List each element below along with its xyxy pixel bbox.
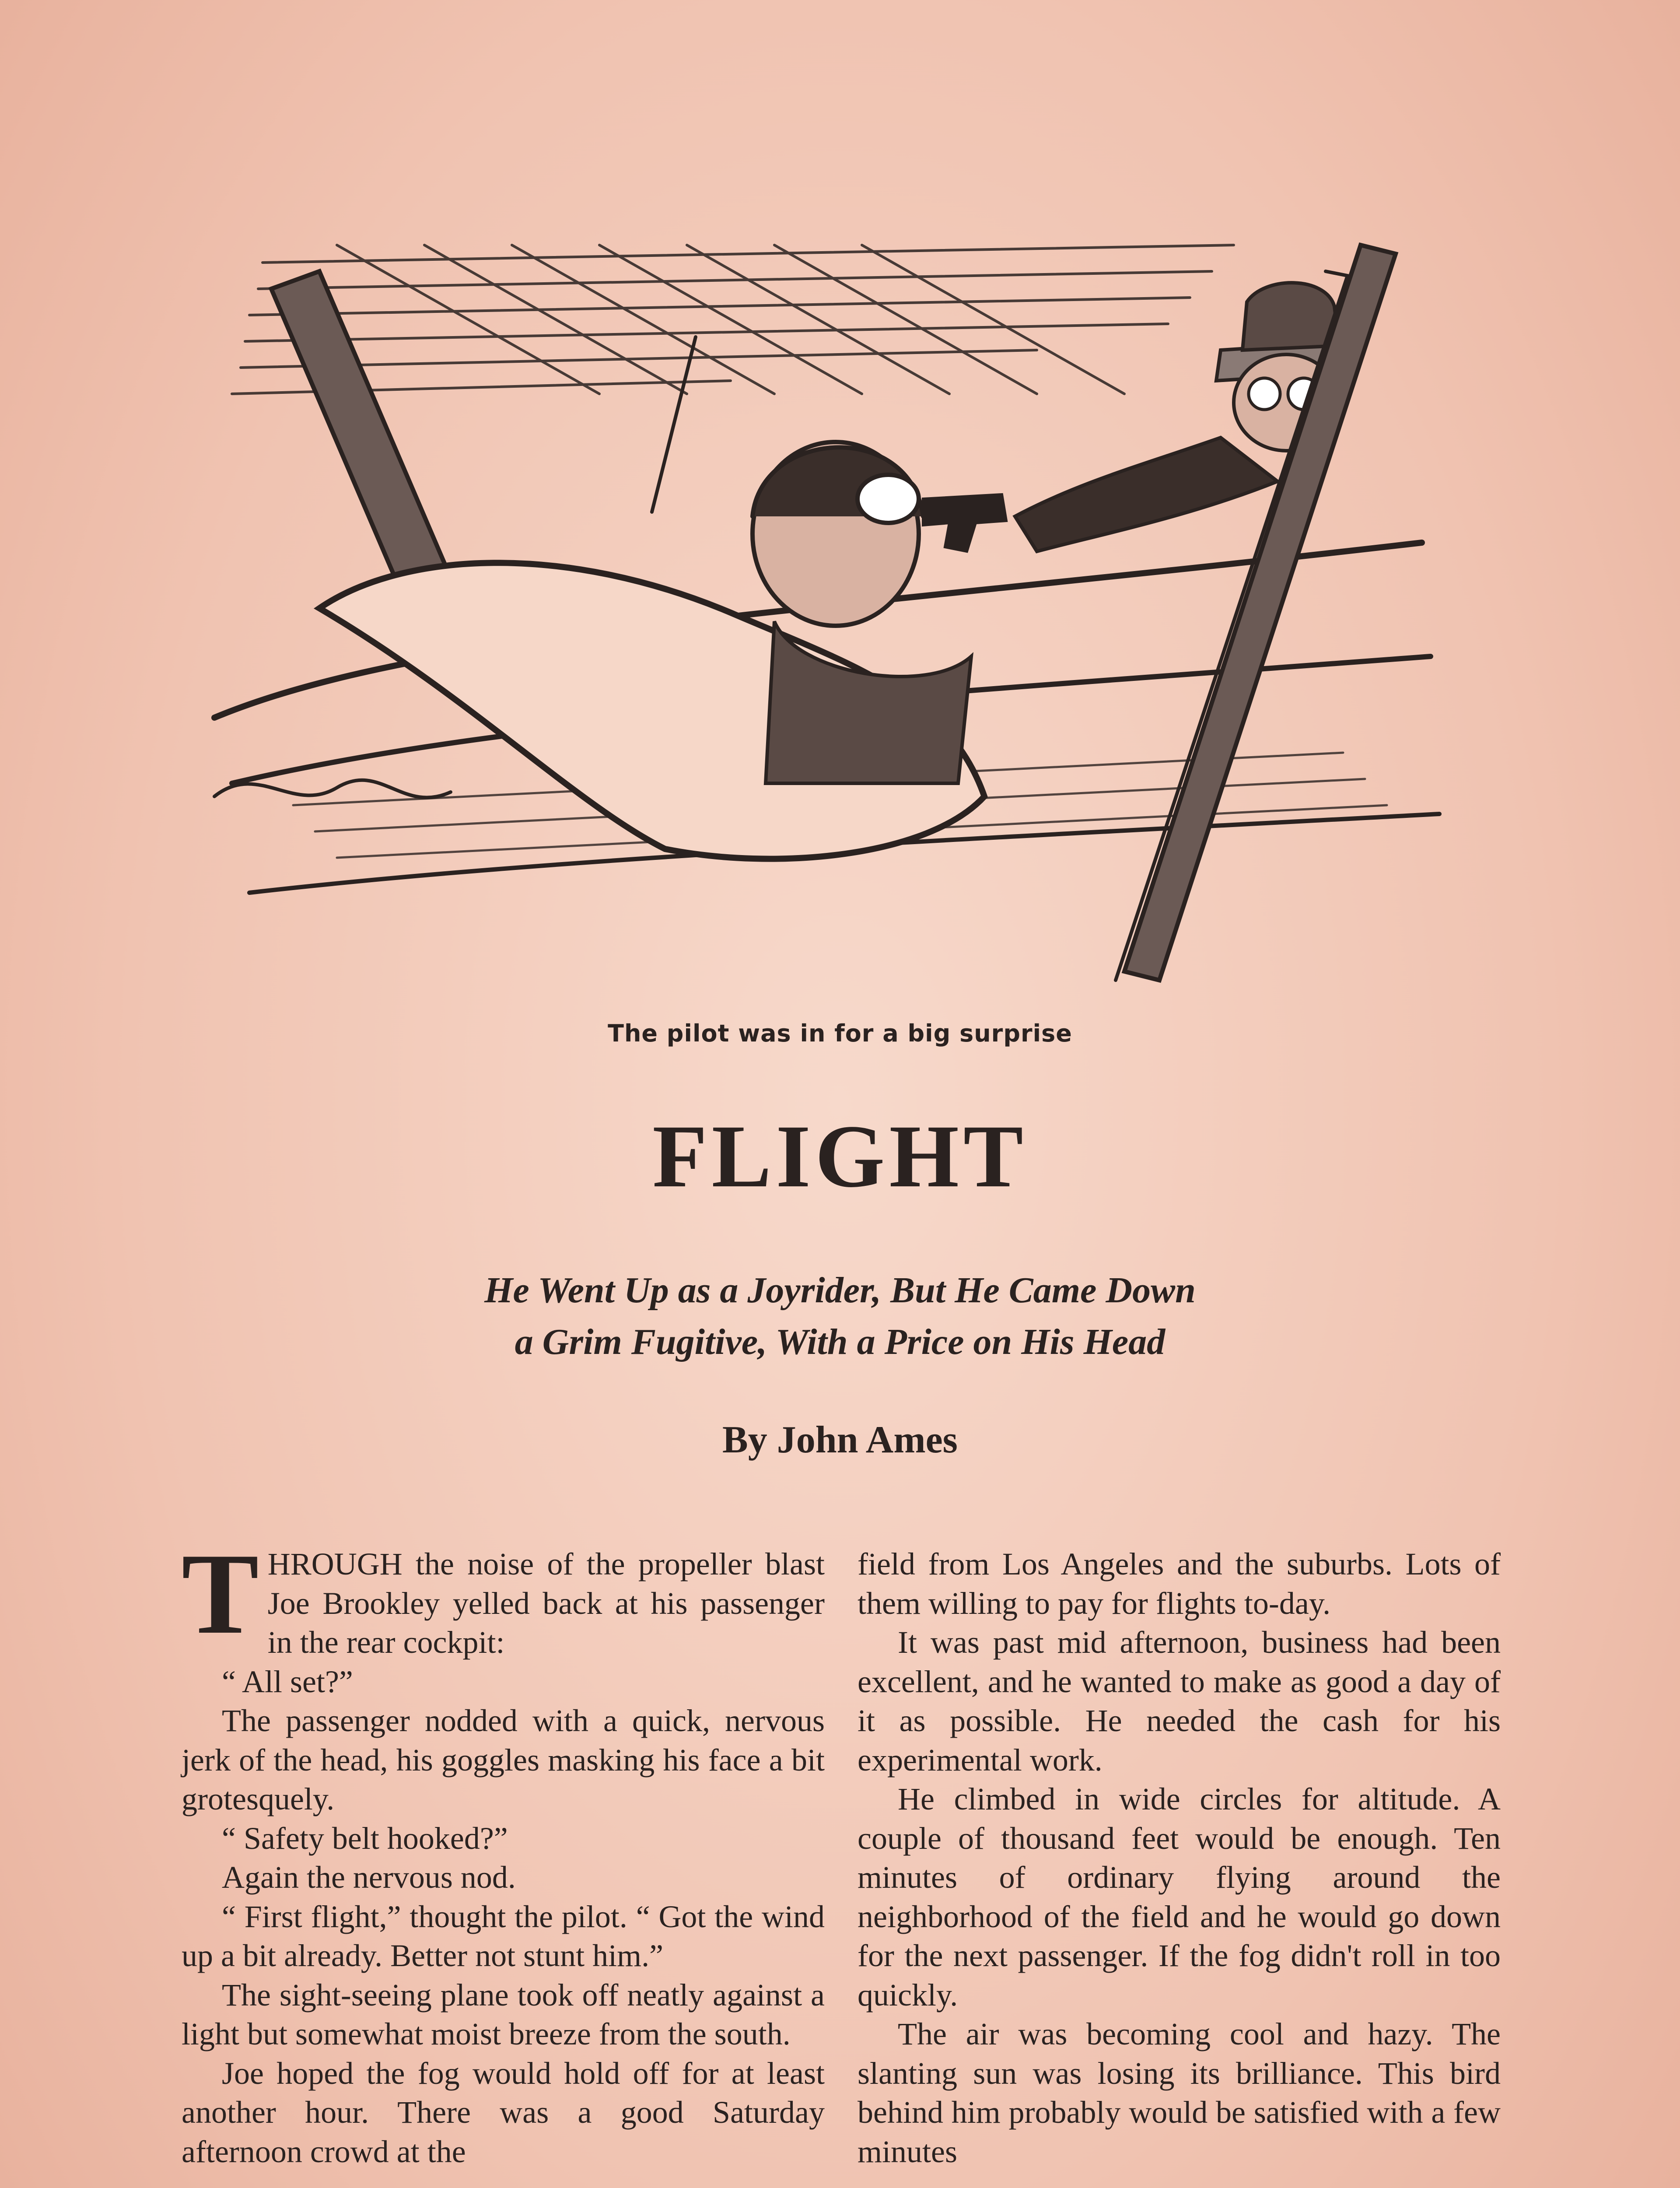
paragraph: Joe hoped the fog would hold off for at least another hour. There was a good Saturday afternoon crowd at the	[182, 2055, 825, 2169]
author-byline: By John Ames	[722, 1419, 958, 1461]
paragraph: field from Los Angeles and the suburbs. Lots of them willing to pay for flights to-day.	[858, 1546, 1501, 1621]
subtitle-line-1: He Went Up as a Joyrider, But He Came Down	[484, 1270, 1196, 1311]
drop-cap: T	[182, 1530, 259, 1658]
paragraph: “ First flight,” thought the pilot. “ Got the wind up a bit already. Better not stunt him.”	[182, 1899, 825, 1973]
paragraph: He climbed in wide circles for altitude. A couple of thousand feet would be enough. Ten minutes of ordinary flying around the neighborhood of the field and he would go down for the next passenger. If the fog didn't roll in too quickly.	[858, 1781, 1501, 2013]
paragraph: “ All set?”	[222, 1664, 353, 1699]
article-column-right	[858, 1545, 1501, 2171]
subtitle-line-2: a Grim Fugitive, With a Price on His Head	[514, 1322, 1166, 1362]
story-subtitle	[0, 1265, 1680, 1368]
paragraph: It was past mid afternoon, business had been excellent, and he wanted to make as good a day of it as possible. He needed the cash for his experimental work.	[858, 1625, 1501, 1778]
paragraph: “ Safety belt hooked?”	[222, 1820, 508, 1856]
story-title: FLIGHT	[652, 1107, 1028, 1206]
article-column-left	[182, 1530, 825, 2171]
paragraph: The air was becoming cool and hazy. The slanting sun was losing its brilliance. This bird behind him probably would be satisfied with a few minutes	[858, 2016, 1501, 2169]
paragraph: The sight-seeing plane took off neatly against a light but somewhat moist breeze from the south.	[182, 1977, 825, 2051]
illustration-caption: The pilot was in for a big surprise	[608, 1020, 1072, 1047]
paragraph: Again the nervous nod.	[222, 1860, 516, 1895]
paragraph: THROUGH the noise of the propeller blast Joe Brookley yelled back at his passenger in the rear cockpit:	[182, 1530, 825, 1660]
illustration-airplane-cockpit	[206, 236, 1452, 998]
paragraph: The passenger nodded with a quick, nervous jerk of the head, his goggles masking his face a bit grotesquely.	[182, 1703, 825, 1816]
